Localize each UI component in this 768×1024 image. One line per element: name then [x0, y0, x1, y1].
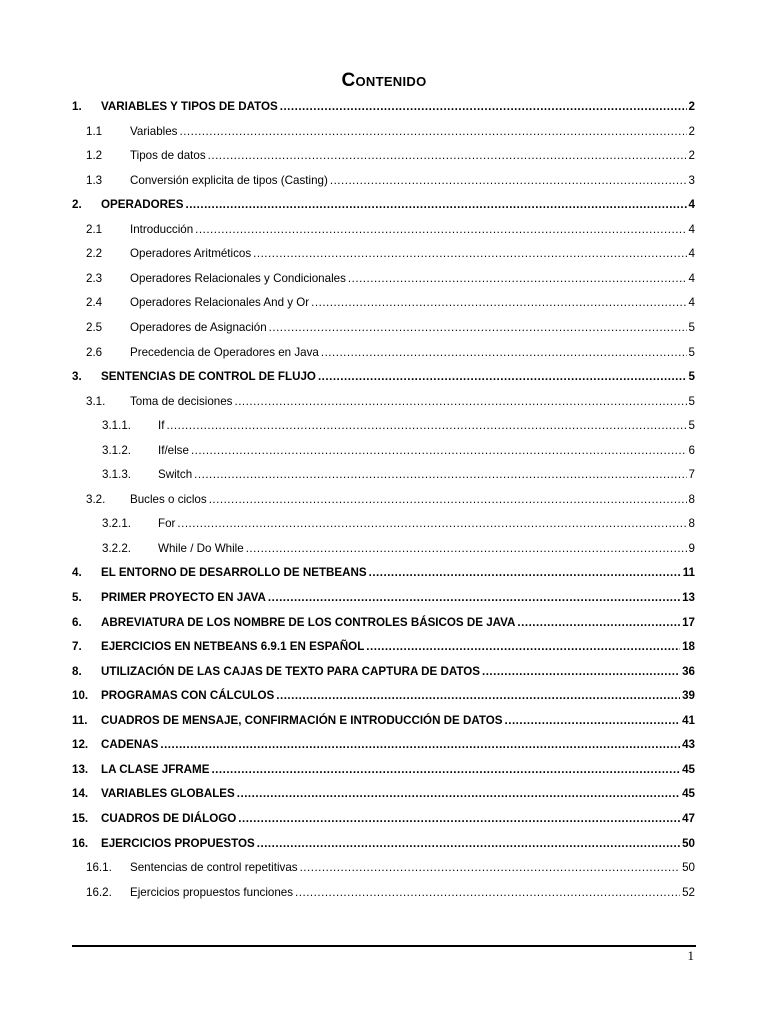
toc-entry-number: 1.3 — [86, 173, 103, 187]
toc-entry-number: 5. — [72, 591, 82, 604]
toc-entry-page[interactable]: 4 — [688, 222, 695, 236]
dot-leader — [194, 468, 686, 482]
toc-entry-page[interactable]: 41 — [682, 713, 695, 727]
toc-entry-page[interactable]: 4 — [688, 198, 695, 212]
toc-entry[interactable] — [72, 370, 695, 384]
page-number: 1 — [687, 948, 694, 963]
toc-entry-page[interactable]: 5 — [688, 419, 695, 433]
toc-entry-page[interactable]: 6 — [688, 443, 695, 457]
toc-entry-page[interactable]: 50 — [682, 861, 695, 875]
toc-entry-label[interactable]: While / Do While — [158, 541, 244, 555]
toc-entry[interactable] — [86, 125, 695, 139]
toc-entry-number: 12. — [72, 738, 89, 752]
footer-rule — [72, 945, 696, 947]
toc-entry-page[interactable]: 43 — [682, 738, 695, 752]
toc-entry[interactable] — [86, 321, 695, 335]
toc-entry-page[interactable]: 8 — [688, 517, 695, 531]
dot-leader — [295, 886, 680, 900]
toc-entry-label[interactable]: Variables — [130, 124, 178, 138]
toc-entry-label[interactable]: Bucles o ciclos — [130, 492, 207, 506]
toc-entry-number: 4. — [72, 566, 82, 580]
toc-entry-number: 16.1. — [86, 861, 112, 875]
toc-entry[interactable] — [102, 444, 695, 458]
toc-entry-number: 3.1. — [86, 394, 106, 408]
toc-entry-page[interactable]: 17 — [682, 615, 695, 629]
dot-leader — [330, 174, 687, 188]
toc-entry[interactable] — [86, 296, 695, 310]
toc-entry-page[interactable]: 9 — [688, 541, 695, 555]
toc-entry[interactable] — [86, 346, 695, 360]
toc-entry-page[interactable]: 7 — [688, 468, 695, 482]
toc-entry-page[interactable]: 47 — [682, 811, 695, 825]
toc-entry-label[interactable]: If — [158, 419, 165, 433]
toc-entry-label[interactable]: CUADROS DE MENSAJE, CONFIRMACIÓN E INTRODUCCIÓN DE DATOS — [101, 713, 503, 727]
toc-entry-number: 2.2 — [86, 247, 103, 261]
heading-rest: ontenido — [355, 70, 427, 91]
toc-entry[interactable] — [72, 837, 695, 851]
toc-entry[interactable] — [72, 100, 695, 114]
dot-leader — [318, 370, 687, 384]
dot-leader — [237, 787, 680, 801]
toc-entry-number: 3.1.1. — [102, 419, 132, 433]
toc-entry-label[interactable]: Operadores Relacionales y Condicionales — [130, 271, 346, 285]
dot-leader — [209, 493, 687, 507]
toc-entry-number: 2.5 — [86, 320, 103, 334]
toc-entry-label[interactable]: Ejercicios propuestos funciones — [130, 885, 294, 899]
toc-entry-number: 2. — [72, 198, 82, 212]
toc-entry-page[interactable]: 11 — [682, 566, 695, 580]
dot-leader — [208, 149, 687, 163]
toc-entry-label[interactable]: VARIABLES Y TIPOS DE DATOS — [101, 100, 278, 113]
toc-entry[interactable] — [72, 198, 695, 212]
toc-entry-page[interactable]: 45 — [682, 787, 695, 801]
toc-entry-label[interactable]: Operadores de Asignación — [130, 320, 267, 334]
toc-entry-label[interactable]: Switch — [158, 468, 193, 482]
toc-entry-page[interactable]: 13 — [682, 591, 695, 604]
toc-entry-number: 16. — [72, 836, 89, 850]
toc-entry-page[interactable]: 5 — [688, 320, 695, 334]
dot-leader — [246, 542, 687, 556]
toc-entry-number: 3.2. — [86, 492, 106, 506]
dot-leader — [166, 419, 686, 433]
dot-leader — [185, 198, 686, 212]
dot-leader — [191, 444, 687, 458]
toc-entry-number: 2.6 — [86, 345, 103, 359]
toc-entry-page[interactable]: 18 — [682, 640, 695, 654]
toc-entry-number: 2.4 — [86, 296, 103, 310]
toc-entry-number: 14. — [72, 787, 89, 801]
toc-entry-page[interactable]: 4 — [688, 247, 695, 261]
toc-entry-page[interactable]: 8 — [688, 492, 695, 506]
toc-entry-label[interactable]: Operadores Aritméticos — [130, 247, 252, 261]
toc-entry-number: 15. — [72, 811, 89, 825]
toc-entry-number: 8. — [72, 664, 82, 678]
toc-entry-page[interactable]: 5 — [688, 394, 695, 408]
toc-entry-page[interactable]: 4 — [688, 271, 695, 285]
toc-entry[interactable] — [86, 886, 695, 900]
toc-entry[interactable] — [86, 272, 695, 286]
toc-entry-label[interactable]: EJERCICIOS EN NETBEANS 6.9.1 EN ESPAÑOL — [101, 640, 365, 654]
toc-entry[interactable] — [72, 738, 695, 752]
toc-entry-label[interactable]: VARIABLES GLOBALES — [101, 787, 235, 801]
toc-entry-number: 7. — [72, 640, 82, 654]
toc-entry-label[interactable]: Precedencia de Operadores en Java — [130, 345, 319, 359]
dot-leader — [179, 125, 686, 139]
toc-entry-page[interactable]: 2 — [688, 124, 695, 138]
toc-entry-label[interactable]: CADENAS — [101, 738, 159, 752]
toc-entry[interactable] — [72, 665, 695, 679]
toc-entry-label[interactable]: If/else — [158, 443, 189, 457]
dot-leader — [366, 640, 680, 654]
toc-entry-page[interactable]: 39 — [682, 689, 695, 703]
toc-entry-number: 1.2 — [86, 149, 103, 163]
dot-leader — [311, 296, 686, 310]
toc-entry[interactable] — [102, 419, 695, 433]
toc-heading — [0, 70, 768, 92]
toc-entry-number: 11. — [72, 713, 88, 727]
toc-entry-page[interactable]: 3 — [688, 173, 695, 187]
dot-leader — [482, 665, 680, 679]
toc-entry[interactable] — [86, 395, 695, 409]
dot-leader — [369, 566, 681, 580]
toc-entry-number: 2.1 — [86, 222, 103, 236]
toc-entry-page[interactable]: 5 — [688, 370, 695, 384]
dot-leader — [300, 861, 681, 875]
toc-entry-label[interactable]: UTILIZACIÓN DE LAS CAJAS DE TEXTO PARA CAPTURA DE DATOS — [101, 664, 480, 678]
toc-entry[interactable] — [72, 640, 695, 654]
toc-entry-label[interactable]: OPERADORES — [101, 198, 184, 212]
dot-leader — [268, 591, 680, 605]
toc-entry-page[interactable]: 50 — [682, 836, 695, 850]
toc-entry[interactable] — [102, 542, 695, 556]
toc-entry[interactable] — [86, 223, 695, 237]
toc-entry-label[interactable]: Tipos de datos — [130, 149, 206, 163]
toc-entry-label[interactable]: CUADROS DE DIÁLOGO — [101, 811, 237, 825]
toc-entry-page[interactable]: 4 — [688, 296, 695, 310]
toc-entry[interactable] — [86, 861, 695, 875]
dot-leader — [517, 616, 680, 630]
toc-entry[interactable] — [72, 689, 695, 703]
dot-leader — [505, 714, 681, 728]
toc-entry-label[interactable]: Toma de decisiones — [130, 394, 233, 408]
heading-initial: C — [341, 70, 356, 91]
toc-entry-label[interactable]: Introducción — [130, 222, 194, 236]
toc-entry-number: 3.1.3. — [102, 468, 132, 482]
dot-leader — [276, 689, 680, 703]
dot-leader — [321, 346, 687, 360]
toc-entry[interactable] — [72, 763, 695, 777]
dot-leader — [253, 247, 686, 261]
toc-entry-number: 1. — [72, 100, 82, 113]
toc-entry-number: 3.1.2. — [102, 443, 132, 457]
toc-entry-label[interactable]: EL ENTORNO DE DESARROLLO DE NETBEANS — [101, 566, 367, 580]
toc-entry[interactable] — [72, 566, 695, 580]
toc-entry-number: 1.1 — [86, 124, 103, 138]
toc-entry-number: 6. — [72, 615, 82, 629]
dot-leader — [238, 812, 680, 826]
toc-entry-page[interactable]: 2 — [688, 100, 695, 113]
toc-entry[interactable] — [72, 787, 695, 801]
toc-entry-label[interactable]: For — [158, 517, 176, 531]
toc-entry-label[interactable]: EJERCICIOS PROPUESTOS — [101, 836, 255, 850]
toc-entry[interactable] — [72, 714, 695, 728]
toc-entry-page[interactable]: 52 — [682, 885, 695, 899]
dot-leader — [160, 738, 680, 752]
toc-entry-label[interactable]: Sentencias de control repetitivas — [130, 861, 298, 875]
toc-entry-label[interactable]: Conversión explicita de tipos (Casting) — [130, 173, 328, 187]
toc-entry[interactable] — [86, 493, 695, 507]
toc-entry[interactable] — [86, 174, 695, 188]
toc-entry-number: 10. — [72, 689, 89, 703]
toc-entry[interactable] — [102, 517, 695, 531]
dot-leader — [348, 272, 687, 286]
dot-leader — [280, 100, 687, 114]
toc-entry-label[interactable]: LA CLASE JFRAME — [101, 762, 210, 776]
toc-entry[interactable] — [72, 812, 695, 826]
toc-entry-number: 16.2. — [86, 885, 112, 899]
toc-entry-number: 3.2.1. — [102, 517, 132, 531]
toc-entry-page[interactable]: 2 — [688, 149, 695, 163]
dot-leader — [257, 837, 680, 851]
toc-entry-number: 3. — [72, 370, 82, 384]
toc-entry-label[interactable]: ABREVIATURA DE LOS NOMBRE DE LOS CONTROLES BÁSICOS DE JAVA — [101, 615, 516, 629]
toc-entry-page[interactable]: 45 — [682, 762, 695, 776]
toc-entry[interactable] — [102, 468, 695, 482]
toc-entry[interactable] — [72, 616, 695, 630]
toc-entry-number: 2.3 — [86, 271, 103, 285]
toc-entry[interactable] — [86, 149, 695, 163]
toc-entry-label[interactable]: PRIMER PROYECTO EN JAVA — [101, 591, 266, 604]
toc-entry-number: 13. — [72, 762, 89, 776]
dot-leader — [269, 321, 687, 335]
toc-entry-page[interactable]: 5 — [688, 345, 695, 359]
dot-leader — [234, 395, 686, 409]
dot-leader — [195, 223, 686, 237]
toc-entry-label[interactable]: SENTENCIAS DE CONTROL DE FLUJO — [101, 370, 316, 384]
toc-entry-label[interactable]: Operadores Relacionales And y Or — [130, 296, 310, 310]
toc-entry[interactable] — [86, 247, 695, 261]
toc-entry-number: 3.2.2. — [102, 541, 132, 555]
toc-entry-page[interactable]: 36 — [682, 664, 695, 678]
dot-leader — [211, 763, 680, 777]
toc-entry[interactable] — [72, 591, 695, 605]
dot-leader — [177, 517, 686, 531]
toc-entry-label[interactable]: PROGRAMAS CON CÁLCULOS — [101, 689, 275, 703]
